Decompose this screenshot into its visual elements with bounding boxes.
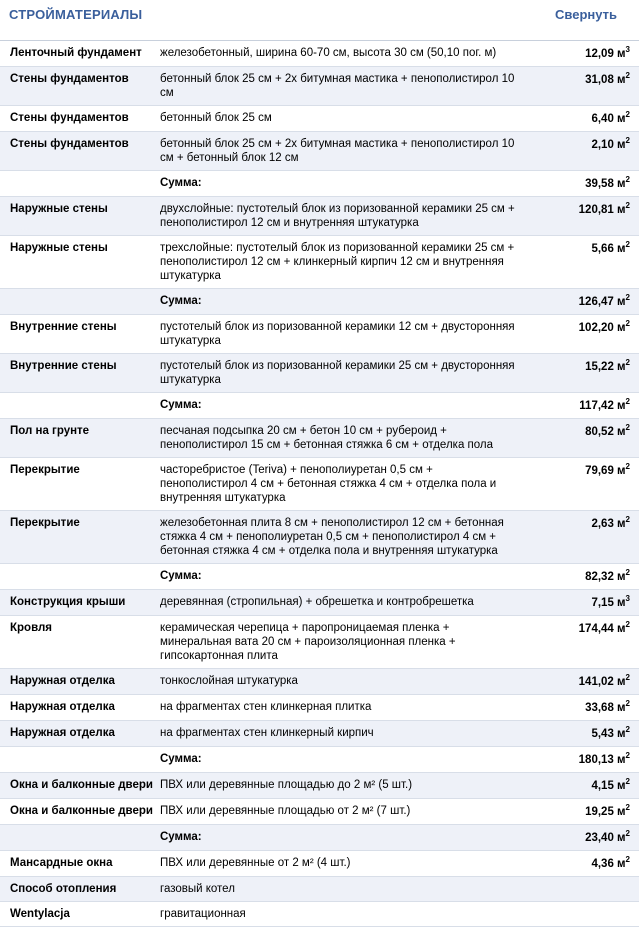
row-description: ПВХ или деревянные от 2 м² (4 шт.) [160, 857, 351, 869]
row-description: железобетонный, ширина 60-70 см, высота 30 см (50,10 пог. м) [160, 47, 497, 59]
row-description: бетонный блок 25 см [160, 112, 272, 124]
row-description: часторебристое (Teriva) + пенополиуретан 0,5 см + пенополистирол 4 см + бетонная стяжка 4 см + отделка пола и внутренняя штукатурка [160, 464, 497, 504]
row-name: Окна и балконные двери [10, 805, 153, 817]
row-name: Окна и балконные двери [10, 779, 153, 791]
table-row [0, 419, 639, 458]
sum-row [0, 393, 639, 419]
row-value-cell [526, 132, 639, 171]
row-value-cell [526, 315, 639, 354]
row-value-cell [526, 171, 639, 197]
row-value: 174,44 м [578, 623, 626, 635]
row-value-cell [526, 747, 639, 773]
row-value: 7,15 м [591, 597, 626, 609]
row-value-cell [526, 721, 639, 747]
row-name [0, 171, 156, 197]
row-value-cell [526, 902, 639, 927]
table-row [0, 106, 639, 132]
sum-row [0, 171, 639, 197]
row-name [0, 825, 156, 851]
row-name: Стены фундаментов [10, 112, 129, 124]
row-description: пустотелый блок из поризованной керамики 12 см + двусторонняя штукатурка [160, 321, 515, 347]
row-name: Наружная отделка [10, 727, 115, 739]
row-name [0, 289, 156, 315]
row-value-cell [526, 511, 639, 564]
row-value: 5,66 м [591, 243, 626, 255]
table-row [0, 458, 639, 511]
row-value: 117,42 м [579, 400, 626, 412]
row-value: 4,36 м [591, 858, 626, 870]
row-value-cell [526, 564, 639, 590]
row-value: 82,32 м [585, 571, 626, 583]
row-name: Wentylacja [10, 908, 70, 920]
row-value: 15,22 м [585, 361, 626, 373]
table-row [0, 41, 639, 67]
row-description: тонкослойная штукатурка [160, 675, 298, 687]
row-value-cell [526, 799, 639, 825]
section-title: СТРОЙМАТЕРИАЛЫ [9, 7, 143, 22]
table-row [0, 197, 639, 236]
sum-row [0, 289, 639, 315]
row-value: 126,47 м [578, 296, 626, 308]
row-name: Наружные стены [10, 242, 108, 254]
row-value: 79,69 м [585, 465, 626, 477]
row-value: 120,81 м [578, 204, 626, 216]
table-row [0, 315, 639, 354]
row-name: Перекрытие [10, 464, 80, 476]
row-description: газовый котел [160, 883, 235, 895]
unit-exponent: 2 [625, 568, 630, 578]
unit-exponent: 2 [625, 175, 630, 185]
unit-exponent: 2 [625, 462, 630, 472]
row-description: гравитационная [160, 908, 246, 920]
unit-exponent: 2 [625, 673, 630, 683]
unit-exponent: 3 [625, 594, 630, 604]
table-row [0, 695, 639, 721]
table-row [0, 851, 639, 877]
row-value-cell [526, 289, 639, 315]
sum-row [0, 747, 639, 773]
row-value: 2,63 м [591, 518, 626, 530]
row-value-cell [526, 877, 639, 902]
unit-exponent: 2 [625, 358, 630, 368]
unit-exponent: 2 [625, 319, 630, 329]
row-value: 180,13 м [578, 754, 626, 766]
row-name: Перекрытие [10, 517, 80, 529]
table-row [0, 132, 639, 171]
row-name: Внутренние стены [10, 360, 117, 372]
row-value-cell [526, 393, 639, 419]
table-row [0, 590, 639, 616]
row-value-cell [526, 67, 639, 106]
sum-label: Сумма: [160, 177, 202, 189]
row-value: 23,40 м [585, 832, 626, 844]
row-name [0, 747, 156, 773]
row-value-cell [526, 616, 639, 669]
row-description: бетонный блок 25 см + 2х битумная мастика + пенополистирол 10 см + бетонный блок 12 см [160, 138, 515, 164]
row-name: Способ отопления [10, 883, 117, 895]
table-row [0, 67, 639, 106]
sum-label: Сумма: [160, 295, 202, 307]
row-description: пустотелый блок из поризованной керамики 25 см + двусторонняя штукатурка [160, 360, 515, 386]
section-header [0, 0, 639, 41]
unit-exponent: 2 [625, 620, 630, 630]
row-name: Наружная отделка [10, 675, 115, 687]
row-value-cell [526, 236, 639, 289]
sum-label: Сумма: [160, 753, 202, 765]
unit-exponent: 2 [625, 751, 630, 761]
row-description: трехслойные: пустотелый блок из поризованной керамики 25 см + пенополистирол 12 см + клинкерный кирпич 12 см и внутренняя штукатурка [160, 242, 515, 282]
row-description: ПВХ или деревянные площадью до 2 м² (5 шт.) [160, 779, 413, 791]
row-description: железобетонная плита 8 см + пенополистирол 12 см + бетонная стяжка 4 см + пенополиуретан 0,5 см + пенополистирол 4 см + бетонная стяжка 4 см + отделка пола и внутренняя штукатурка [160, 517, 504, 557]
row-value: 39,58 м [585, 178, 626, 190]
table-row [0, 721, 639, 747]
unit-exponent: 2 [625, 699, 630, 709]
row-value: 4,15 м [591, 780, 626, 792]
table-row [0, 354, 639, 393]
sum-label: Сумма: [160, 399, 202, 411]
row-description: бетонный блок 25 см + 2х битумная мастика + пенополистирол 10 см [160, 73, 515, 99]
unit-exponent: 2 [625, 423, 630, 433]
row-value-cell [526, 106, 639, 132]
row-description: на фрагментах стен клинкерная плитка [160, 701, 372, 713]
table-row [0, 236, 639, 289]
row-name: Наружная отделка [10, 701, 115, 713]
unit-exponent: 3 [625, 45, 630, 55]
unit-exponent: 2 [625, 293, 630, 303]
sum-label: Сумма: [160, 570, 202, 582]
row-description: керамическая черепица + паропроницаемая пленка + минеральная вата 20 см + пароизоляционная пленка + гипсокартонная плита [160, 622, 456, 662]
row-value-cell [526, 41, 639, 67]
row-description: на фрагментах стен клинкерный кирпич [160, 727, 374, 739]
sum-row [0, 564, 639, 590]
row-name: Мансардные окна [10, 857, 113, 869]
row-name: Стены фундаментов [10, 73, 129, 85]
unit-exponent: 2 [625, 201, 630, 211]
row-value: 2,10 м [591, 139, 626, 151]
table-row [0, 616, 639, 669]
row-value: 6,40 м [591, 113, 626, 125]
row-name: Кровля [10, 622, 53, 634]
materials-table [0, 41, 639, 927]
row-name: Ленточный фундамент [10, 47, 142, 59]
row-value-cell [526, 354, 639, 393]
row-description: двухслойные: пустотелый блок из поризованной керамики 25 см + пенополистирол 12 см и внутренняя штукатурка [160, 203, 515, 229]
table-row [0, 773, 639, 799]
row-description: деревянная (стропильная) + обрешетка и контробрешетка [160, 596, 474, 608]
row-value-cell [526, 419, 639, 458]
row-name: Конструкция крыши [10, 596, 126, 608]
row-value: 5,43 м [591, 728, 626, 740]
row-name: Стены фундаментов [10, 138, 129, 150]
row-value: 31,08 м [585, 74, 626, 86]
row-value-cell [526, 825, 639, 851]
unit-exponent: 2 [625, 515, 630, 525]
row-name: Наружные стены [10, 203, 108, 215]
row-value-cell [526, 590, 639, 616]
unit-exponent: 2 [625, 829, 630, 839]
unit-exponent: 2 [625, 725, 630, 735]
table-row [0, 669, 639, 695]
row-value: 19,25 м [585, 806, 626, 818]
unit-exponent: 2 [625, 397, 630, 407]
row-value-cell [526, 851, 639, 877]
row-description: песчаная подсыпка 20 см + бетон 10 см + рубероид + пенополистирол 15 см + бетонная стяжка 6 см + отделка пола [160, 425, 494, 451]
row-value-cell [526, 669, 639, 695]
row-value: 102,20 м [578, 322, 626, 334]
row-name: Внутренние стены [10, 321, 117, 333]
sum-label: Сумма: [160, 831, 202, 843]
unit-exponent: 2 [625, 240, 630, 250]
row-name [0, 564, 156, 590]
table-row [0, 877, 639, 902]
unit-exponent: 2 [625, 855, 630, 865]
unit-exponent: 2 [625, 777, 630, 787]
row-value: 80,52 м [585, 426, 626, 438]
sum-row [0, 825, 639, 851]
table-row [0, 902, 639, 927]
unit-exponent: 2 [625, 71, 630, 81]
table-row [0, 511, 639, 564]
row-value: 12,09 м [585, 48, 626, 60]
row-value-cell [526, 695, 639, 721]
unit-exponent: 2 [625, 803, 630, 813]
row-value-cell [526, 458, 639, 511]
row-value-cell [526, 197, 639, 236]
row-name [0, 393, 156, 419]
row-name: Пол на грунте [10, 425, 90, 437]
table-row [0, 799, 639, 825]
unit-exponent: 2 [625, 136, 630, 146]
row-value: 141,02 м [578, 676, 626, 688]
collapse-link[interactable]: Свернуть [555, 7, 617, 22]
unit-exponent: 2 [625, 110, 630, 120]
row-value: 33,68 м [585, 702, 626, 714]
row-value-cell [526, 773, 639, 799]
row-description: ПВХ или деревянные площадью от 2 м² (7 шт.) [160, 805, 411, 817]
